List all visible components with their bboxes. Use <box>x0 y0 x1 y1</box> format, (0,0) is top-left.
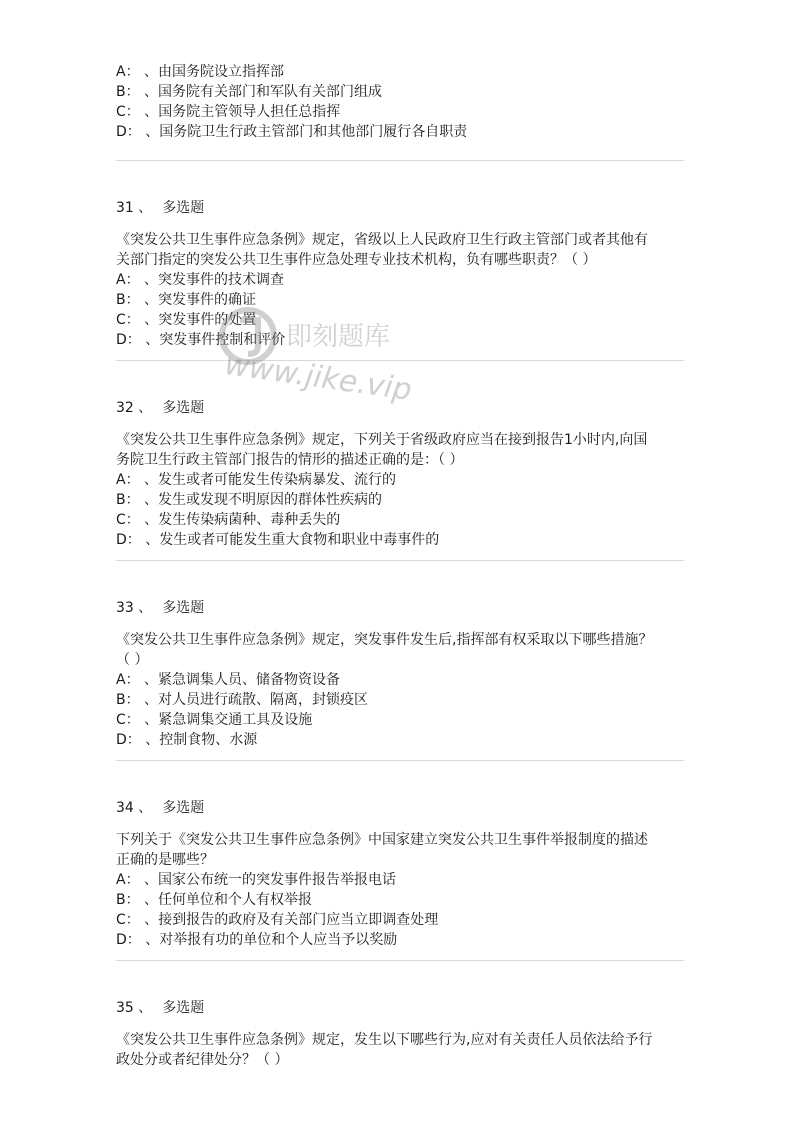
question-type: 多选题 <box>162 200 205 216</box>
question-header <box>116 198 688 218</box>
watermark-url: www.jike.vip <box>222 347 414 408</box>
stem-line: 《突发公共卫生事件应急条例》规定，突发事件发生后,指挥部有权采取以下哪些措施？ <box>116 632 653 648</box>
divider <box>116 760 684 761</box>
question-type: 多选题 <box>162 800 205 816</box>
stem-line: 《突发公共卫生事件应急条例》规定，发生以下哪些行为,应对有关责任人员依法给予行 <box>116 1032 653 1048</box>
divider <box>116 160 684 161</box>
option-d: D： 、对举报有功的单位和个人应当予以奖励 <box>116 932 398 948</box>
question-type: 多选题 <box>162 600 205 616</box>
question-31 <box>116 198 688 350</box>
question-number: 33 、 <box>116 600 153 616</box>
option-b: B： 、对人员进行疏散、隔离，封锁疫区 <box>116 692 369 708</box>
divider <box>116 960 684 961</box>
question-header <box>116 598 688 618</box>
option-d: D： 、国务院卫生行政主管部门和其他部门履行各自职责 <box>116 124 468 140</box>
stem-line: 务院卫生行政主管部门报告的情形的描述正确的是：（ ） <box>116 452 464 468</box>
question-stem <box>116 1030 688 1070</box>
question-header <box>116 398 688 418</box>
stem-line: （ ） <box>116 652 149 668</box>
option-d: D： 、发生或者可能发生重大食物和职业中毒事件的 <box>116 532 440 548</box>
option-c: C： 、突发事件的处置 <box>116 312 257 328</box>
stem-line: 政处分或者纪律处分？（ ） <box>116 1052 289 1068</box>
question-32 <box>116 398 688 550</box>
option-c: C： 、紧急调集交通工具及设施 <box>116 712 313 728</box>
question-stem <box>116 230 688 270</box>
stem-line: 关部门指定的突发公共卫生事件应急处理专业技术机构，负有哪些职责？（ ） <box>116 252 597 268</box>
question-35 <box>116 998 688 1070</box>
option-a: A： 、发生或者可能发生传染病暴发、流行的 <box>116 472 397 488</box>
question-number: 32 、 <box>116 400 153 416</box>
option-a: A： 、突发事件的技术调查 <box>116 272 285 288</box>
question-header <box>116 798 688 818</box>
option-b: B： 、国务院有关部门和军队有关部门组成 <box>116 84 383 100</box>
question-33 <box>116 598 688 750</box>
stem-line: 《突发公共卫生事件应急条例》规定，下列关于省级政府应当在接到报告1小时内,向国 <box>116 432 648 448</box>
stem-line: 《突发公共卫生事件应急条例》规定，省级以上人民政府卫生行政主管部门或者其他有 <box>116 232 648 248</box>
watermark-brand: 即刻题库 <box>286 322 391 352</box>
question-type: 多选题 <box>162 400 205 416</box>
option-a: A： 、国家公布统一的突发事件报告举报电话 <box>116 872 397 888</box>
question-number: 35 、 <box>116 1000 153 1016</box>
stem-line: 下列关于《突发公共卫生事件应急条例》中国家建立突发公共卫生事件举报制度的描述 <box>116 832 648 848</box>
option-c: C： 、国务院主管领导人担任总指挥 <box>116 104 341 120</box>
option-b: B： 、突发事件的确证 <box>116 292 257 308</box>
option-b: B： 、发生或发现不明原因的群体性疾病的 <box>116 492 383 508</box>
question-stem <box>116 430 688 470</box>
question-type: 多选题 <box>162 1000 205 1016</box>
option-b: B： 、任何单位和个人有权举报 <box>116 892 313 908</box>
question-stem <box>116 630 688 670</box>
divider <box>116 560 684 561</box>
option-a: A： 、紧急调集人员、储备物资设备 <box>116 672 341 688</box>
question-number: 34 、 <box>116 800 153 816</box>
question-stem <box>116 830 688 870</box>
divider <box>116 360 684 361</box>
option-a: A： 、由国务院设立指挥部 <box>116 64 285 80</box>
option-c: C： 、接到报告的政府及有关部门应当立即调查处理 <box>116 912 439 928</box>
stem-line: 正确的是哪些？ <box>116 852 214 868</box>
question-number: 31 、 <box>116 200 153 216</box>
option-d: D： 、控制食物、水源 <box>116 732 258 748</box>
option-list <box>116 62 467 142</box>
question-34 <box>116 798 688 950</box>
option-c: C： 、发生传染病菌种、毒种丢失的 <box>116 512 341 528</box>
option-d: D： 、突发事件控制和评价 <box>116 332 286 348</box>
question-header <box>116 998 688 1018</box>
